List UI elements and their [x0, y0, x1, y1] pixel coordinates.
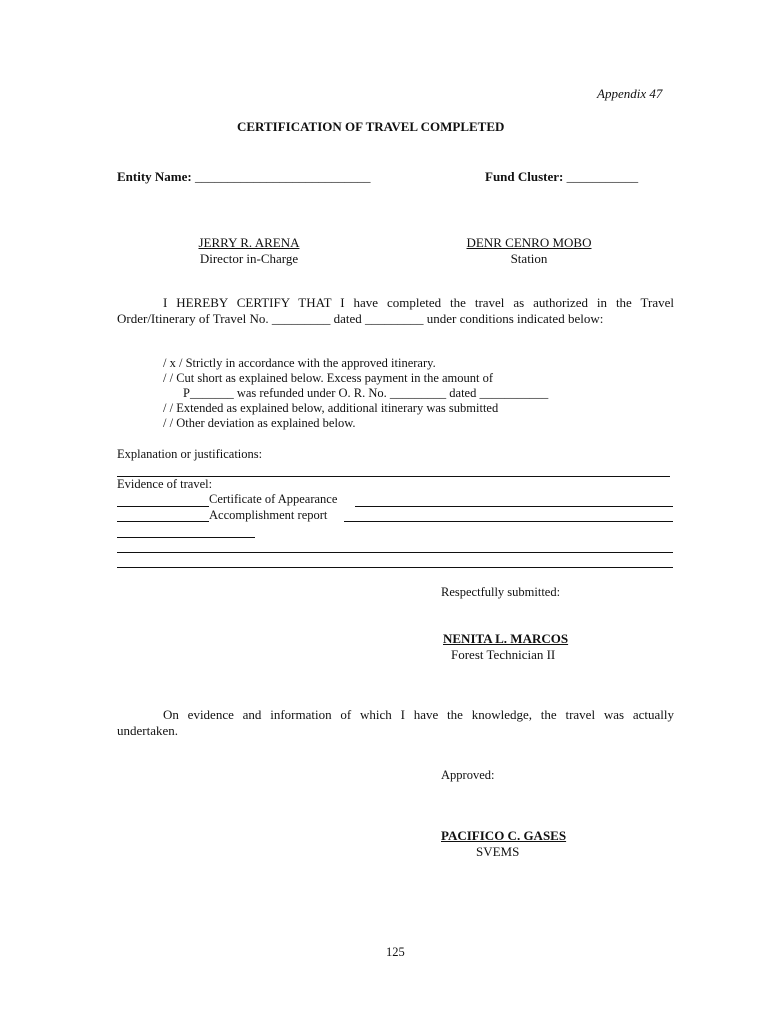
director-block: [149, 235, 349, 267]
submitter-title: Forest Technician II: [451, 647, 556, 662]
submitter-name: NENITA L. MARCOS: [443, 631, 569, 646]
director-title: Director in-Charge: [199, 251, 299, 266]
option-other-deviation: / / Other deviation as explained below.: [163, 416, 356, 430]
station-name: DENR CENRO MOBO: [466, 235, 592, 250]
respectfully-submitted-label: Respectfully submitted:: [441, 585, 561, 599]
entity-name-row: [117, 169, 371, 185]
fund-cluster-label: Fund Cluster:: [485, 169, 564, 184]
option-refund-line: P_______ was refunded under O. R. No. _________ dated ___________: [183, 386, 549, 400]
evidence-item-1-left-line: [117, 506, 209, 507]
certification-line-2: Order/Itinerary of Travel No. _________ dated _________ under conditions indicated below:: [117, 311, 604, 326]
evidence-paragraph-line-2: undertaken.: [117, 723, 179, 738]
approver-name: PACIFICO C. GASES: [441, 828, 567, 843]
fund-cluster-row: [485, 169, 638, 185]
evidence-item-1-right-line: [355, 506, 673, 507]
evidence-blank-line-3: [117, 567, 673, 568]
evidence-item-2: Accomplishment report: [209, 508, 328, 522]
option-extended: / / Extended as explained below, additional itinerary was submitted: [163, 401, 499, 415]
page-number: 125: [386, 945, 405, 959]
evidence-item-2-right-line: [344, 521, 673, 522]
option-strictly: / x / Strictly in accordance with the approved itinerary.: [163, 356, 436, 370]
approver-title: SVEMS: [476, 844, 520, 859]
station-block: [429, 235, 629, 267]
evidence-item-2-left-line: [117, 521, 209, 522]
evidence-blank-line-2: [117, 552, 673, 553]
evidence-paragraph: [117, 707, 674, 739]
document-title: CERTIFICATION OF TRAVEL COMPLETED: [237, 119, 505, 134]
appendix-label: Appendix 47: [597, 86, 663, 101]
option-cut-short: / / Cut short as explained below. Excess payment in the amount of: [163, 371, 494, 385]
fund-cluster-blank: ___________: [566, 169, 639, 184]
evidence-label: Evidence of travel:: [117, 477, 213, 491]
entity-name-label: Entity Name:: [117, 169, 192, 184]
explanation-label: Explanation or justifications:: [117, 447, 263, 461]
evidence-blank-line-1: [117, 537, 255, 538]
station-label: Station: [510, 251, 548, 266]
evidence-paragraph-line-1: On evidence and information of which I have the knowledge, the travel was actually: [163, 707, 674, 722]
evidence-item-1: Certificate of Appearance: [209, 492, 338, 506]
certification-paragraph: [117, 295, 674, 327]
approved-label: Approved:: [441, 768, 495, 782]
certification-line-1: I HEREBY CERTIFY THAT I have completed the travel as authorized in the Travel: [163, 295, 674, 310]
travel-options: [163, 356, 548, 431]
director-name: JERRY R. ARENA: [198, 235, 300, 250]
entity-name-blank: ___________________________: [195, 169, 371, 184]
